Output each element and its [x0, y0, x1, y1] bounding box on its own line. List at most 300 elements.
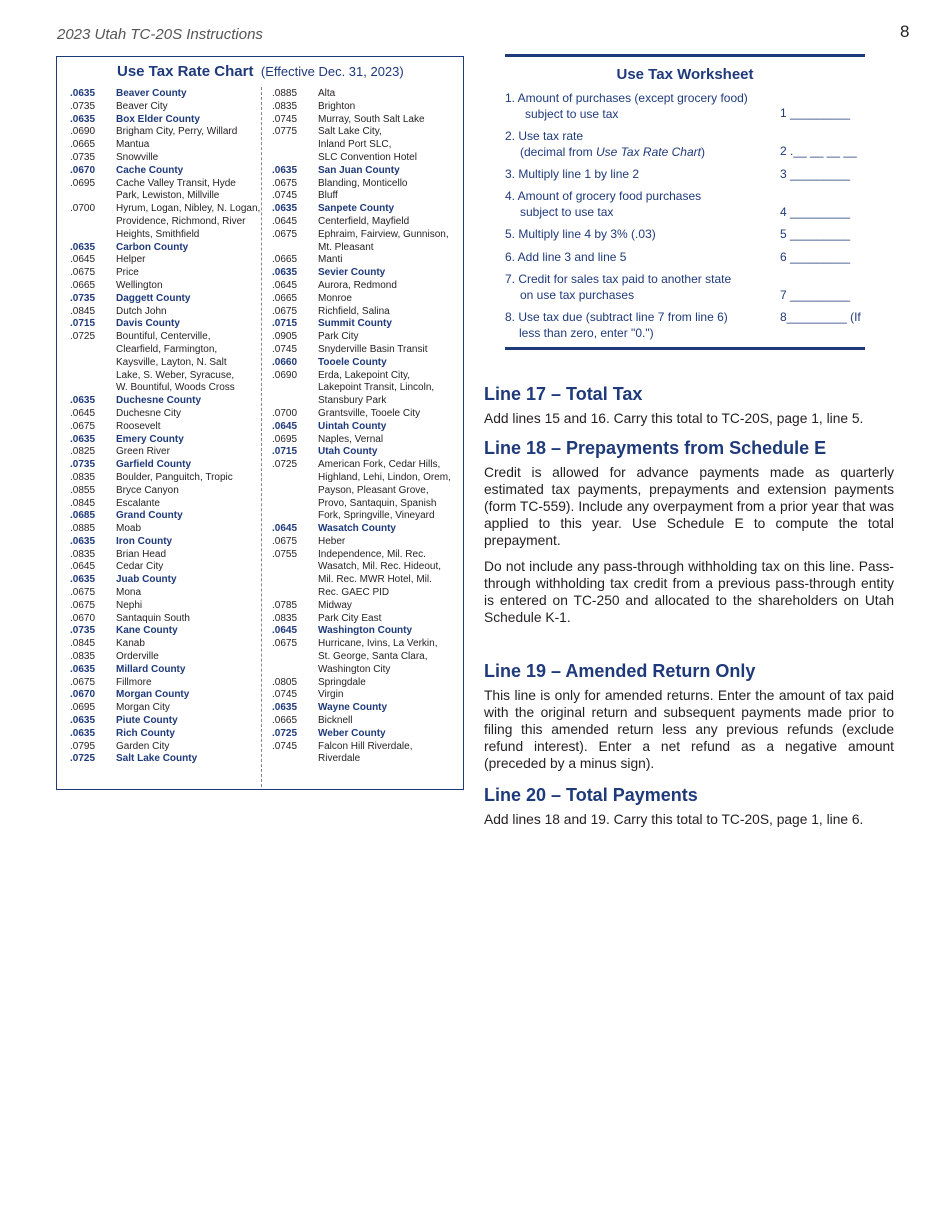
section-line-19-text: This line is only for amended returns. Enter the amount of tax paid with the original return and subsequent payments made prior to filing this amended return less any previous refunds (exclude refund interest). Enter a net refund as a negative amount (preceded by a minus sign).	[484, 688, 894, 771]
locality-name: Bluff	[318, 190, 338, 202]
worksheet-line-2-answer[interactable]: 2 .__ __ __ __	[780, 144, 857, 158]
worksheet-line-6-answer[interactable]: 6 _________	[780, 250, 851, 264]
tax-rate: .0635	[70, 727, 96, 739]
tax-rate	[272, 561, 318, 574]
city-rate-row	[272, 574, 462, 587]
tax-rate: .0670	[70, 164, 96, 176]
tax-rate: .0755	[272, 548, 298, 560]
tax-rate: .0635	[70, 574, 96, 586]
county-rate-row	[70, 728, 262, 741]
city-rate-row	[70, 549, 262, 562]
city-rate-row	[70, 561, 262, 574]
locality-name: Mantua	[116, 139, 150, 151]
locality-name: Providence, Richmond, River	[116, 215, 246, 227]
tax-rate: .0675	[272, 228, 298, 240]
tax-rate	[272, 651, 318, 664]
county-name: Juab County	[116, 574, 177, 586]
document-header-title: 2023 Utah TC-20S Instructions	[57, 26, 263, 43]
locality-name: Washington City	[318, 663, 391, 675]
tax-rate: .0745	[272, 689, 298, 701]
city-rate-row	[70, 357, 262, 370]
city-rate-row	[70, 421, 262, 434]
worksheet-line-8-text-cont: less than zero, enter "0.")	[519, 326, 654, 340]
county-name: Box Elder County	[116, 113, 200, 125]
city-rate-row	[272, 485, 462, 498]
locality-name: Grantsville, Tooele City	[318, 407, 421, 419]
locality-name: Hyrum, Logan, Nibley, N. Logan,	[116, 203, 261, 215]
locality-name: Salt Lake City,	[318, 126, 382, 138]
county-name: Sevier County	[318, 267, 386, 279]
county-name: Davis County	[116, 318, 180, 330]
locality-name: Clearfield, Farmington,	[116, 343, 218, 355]
city-rate-row	[70, 331, 262, 344]
county-rate-row	[272, 318, 462, 331]
city-rate-row	[272, 561, 462, 574]
locality-name: Snyderville Basin Transit	[318, 343, 428, 355]
locality-name: St. George, Santa Clara,	[318, 651, 428, 663]
worksheet-line-4-answer[interactable]: 4 _________	[780, 205, 851, 219]
county-rate-row	[272, 165, 462, 178]
tax-rate: .0675	[272, 177, 298, 189]
tax-rate: .0715	[272, 318, 298, 330]
tax-rate: .0835	[272, 100, 298, 112]
city-rate-row	[272, 613, 462, 626]
tax-rate: .0665	[272, 292, 298, 304]
section-line-18-heading: Line 18 – Prepayments from Schedule E	[484, 438, 827, 458]
locality-name: Bryce Canyon	[116, 484, 179, 496]
tax-rate	[70, 344, 116, 357]
county-rate-row	[70, 689, 262, 702]
locality-name: Wasatch, Mil. Rec. Hideout,	[318, 561, 442, 573]
tax-rate: .0805	[272, 676, 298, 688]
county-name: Grand County	[116, 510, 183, 522]
worksheet-line-6-text: 6. Add line 3 and line 5	[505, 250, 627, 264]
rate-chart-effective-date: (Effective Dec. 31, 2023)	[260, 64, 404, 79]
county-rate-row	[70, 434, 262, 447]
locality-name: Manti	[318, 254, 343, 266]
tax-rate: .0670	[70, 612, 96, 624]
city-rate-row	[70, 126, 262, 139]
county-name: Daggett County	[116, 292, 191, 304]
county-rate-row	[70, 625, 262, 638]
county-name: Rich County	[116, 727, 175, 739]
worksheet-line-4-text: 4. Amount of grocery food purchases	[505, 189, 702, 203]
tax-rate	[272, 664, 318, 677]
tax-rate: .0645	[70, 407, 96, 419]
county-name: Kane County	[116, 625, 178, 637]
city-rate-row	[272, 677, 462, 690]
worksheet-line-2-text-c: )	[700, 145, 705, 159]
city-rate-row	[272, 306, 462, 319]
locality-name: Escalante	[116, 497, 160, 509]
tax-rate: .0700	[272, 407, 298, 419]
county-name: Duchesne County	[116, 395, 202, 407]
tax-rate: .0795	[70, 740, 96, 752]
tax-rate: .0665	[272, 254, 298, 266]
tax-rate: .0835	[70, 548, 96, 560]
tax-rate	[70, 190, 116, 203]
county-name: Wayne County	[318, 702, 388, 714]
locality-name: Stansbury Park	[318, 395, 387, 407]
city-rate-row	[272, 600, 462, 613]
tax-rate: .0635	[70, 715, 96, 727]
worksheet-line-5-text: 5. Multiply line 4 by 3% (.03)	[505, 227, 656, 241]
locality-name: Mona	[116, 587, 142, 599]
city-rate-row	[70, 101, 262, 114]
county-rate-row	[272, 357, 462, 370]
locality-name: Erda, Lakepoint City,	[318, 369, 411, 381]
section-line-18-text-1: Credit is allowed for advance payments made as quarterly estimated tax payments, prepayments and extension payments (form TC-559). Include any overpayment from a prior year that was applied to this year. Use Schedule E to compute the total prepayment.	[484, 465, 894, 548]
county-name: Sanpete County	[318, 203, 395, 215]
county-rate-row	[272, 421, 462, 434]
tax-rate: .0845	[70, 638, 96, 650]
tax-rate: .0715	[70, 318, 96, 330]
city-rate-row	[70, 229, 262, 242]
worksheet-line-8-text: 8. Use tax due (subtract line 7 from line 6)	[505, 310, 728, 324]
city-rate-row	[272, 370, 462, 383]
tax-rate: .0675	[70, 676, 96, 688]
tax-rate: .0685	[70, 510, 96, 522]
tax-rate	[70, 382, 116, 395]
tax-rate: .0665	[70, 279, 96, 291]
locality-name: Brian Head	[116, 548, 167, 560]
city-rate-row	[272, 88, 462, 101]
county-name: Emery County	[116, 433, 184, 445]
city-rate-row	[272, 152, 462, 165]
tax-rate: .0635	[272, 267, 298, 279]
locality-name: Park City East	[318, 612, 382, 624]
city-rate-row	[70, 306, 262, 319]
section-line-18-text-2: Do not include any pass-through withholding tax on this line. Pass-through withholding tax credit from a previous pass-through entity is entered on TC-250 and allocated to the shareholders on Utah Schedule K-1.	[484, 559, 894, 625]
tax-rate: .0645	[272, 279, 298, 291]
city-rate-row	[272, 280, 462, 293]
county-rate-row	[70, 753, 262, 766]
locality-name: Virgin	[318, 689, 344, 701]
city-rate-row	[272, 459, 462, 472]
locality-name: Boulder, Panguitch, Tropic	[116, 471, 233, 483]
tax-rate: .0660	[272, 356, 298, 368]
tax-rate: .0745	[272, 343, 298, 355]
locality-name: Heights, Smithfield	[116, 228, 200, 240]
county-name: Salt Lake County	[116, 753, 198, 765]
city-rate-row	[70, 741, 262, 754]
county-name: Beaver County	[116, 88, 187, 99]
locality-name: Morgan City	[116, 702, 170, 714]
tax-rate: .0675	[70, 267, 96, 279]
section-line-17	[484, 383, 894, 427]
county-rate-row	[272, 523, 462, 536]
worksheet-line-3-text: 3. Multiply line 1 by line 2	[505, 167, 640, 181]
locality-name: Fork, Springville, Vineyard	[318, 510, 435, 522]
city-rate-row	[70, 254, 262, 267]
city-rate-row	[272, 498, 462, 511]
locality-name: Brigham City, Perry, Willard	[116, 126, 238, 138]
locality-name: Snowville	[116, 151, 159, 163]
tax-rate: .0725	[70, 331, 96, 343]
locality-name: Kaysville, Layton, N. Salt	[116, 356, 227, 368]
section-line-17-text: Add lines 15 and 16. Carry this total to TC-20S, page 1, line 5.	[484, 411, 864, 426]
county-name: Utah County	[318, 446, 378, 458]
tax-rate: .0695	[70, 702, 96, 714]
rate-chart-title	[117, 63, 404, 81]
city-rate-row	[272, 689, 462, 702]
city-rate-row	[70, 267, 262, 280]
worksheet-line-1-text: 1. Amount of purchases (except grocery food)	[505, 91, 748, 105]
tax-rate: .0675	[70, 587, 96, 599]
county-name: Weber County	[318, 727, 386, 739]
county-rate-row	[70, 293, 262, 306]
locality-name: Wellington	[116, 279, 163, 291]
locality-name: Moab	[116, 523, 142, 535]
city-rate-row	[272, 242, 462, 255]
locality-name: Richfield, Salina	[318, 305, 390, 317]
locality-name: Provo, Santaquin, Spanish	[318, 497, 437, 509]
locality-name: Dutch John	[116, 305, 167, 317]
locality-name: Monroe	[318, 292, 352, 304]
city-rate-row	[272, 510, 462, 523]
city-rate-row	[70, 600, 262, 613]
county-rate-row	[272, 446, 462, 459]
locality-name: Park City	[318, 331, 359, 343]
city-rate-row	[272, 216, 462, 229]
locality-name: Falcon Hill Riverdale,	[318, 740, 413, 752]
locality-name: Highland, Lehi, Lindon, Orem,	[318, 471, 451, 483]
tax-rate: .0735	[70, 625, 96, 637]
city-rate-row	[272, 651, 462, 664]
worksheet-line-2-text-a: (decimal from	[520, 145, 597, 159]
county-rate-row	[272, 625, 462, 638]
city-rate-row	[70, 408, 262, 421]
tax-rate: .0675	[272, 535, 298, 547]
locality-name: Brighton	[318, 100, 356, 112]
section-line-20-text: Add lines 18 and 19. Carry this total to TC-20S, page 1, line 6.	[484, 812, 864, 827]
worksheet-line-7-text: 7. Credit for sales tax paid to another state	[505, 272, 732, 286]
city-rate-row	[70, 472, 262, 485]
tax-rate	[272, 472, 318, 485]
city-rate-row	[272, 126, 462, 139]
tax-rate: .0675	[70, 420, 96, 432]
locality-name: Park, Lewiston, Millville	[116, 190, 220, 202]
page-number: 8	[900, 22, 910, 41]
locality-name: Centerfield, Mayfield	[318, 215, 410, 227]
county-rate-row	[70, 664, 262, 677]
tax-rate	[272, 587, 318, 600]
tax-rate: .0700	[70, 203, 96, 215]
county-name: Cache County	[116, 164, 184, 176]
tax-rate: .0645	[272, 420, 298, 432]
county-rate-row	[70, 536, 262, 549]
tax-rate: .0715	[272, 446, 298, 458]
use-tax-rate-chart	[56, 56, 464, 790]
tax-rate: .0635	[70, 241, 96, 253]
county-rate-row	[70, 242, 262, 255]
county-name: Summit County	[318, 318, 392, 330]
tax-rate: .0735	[70, 292, 96, 304]
locality-name: Cache Valley Transit, Hyde	[116, 177, 236, 189]
county-rate-row	[70, 88, 262, 101]
county-rate-row	[70, 165, 262, 178]
locality-name: Green River	[116, 446, 170, 458]
locality-name: Mt. Pleasant	[318, 241, 374, 253]
city-rate-row	[272, 293, 462, 306]
city-rate-row	[272, 715, 462, 728]
tax-rate	[272, 485, 318, 498]
county-rate-row	[272, 728, 462, 741]
tax-rate: .0645	[272, 215, 298, 227]
tax-rate	[272, 382, 318, 395]
county-name: Wasatch County	[318, 523, 396, 535]
locality-name: Orderville	[116, 651, 159, 663]
city-rate-row	[70, 370, 262, 383]
tax-rate	[272, 139, 318, 152]
city-rate-row	[272, 190, 462, 203]
locality-name: Ephraim, Fairview, Gunnison,	[318, 228, 449, 240]
tax-rate: .0735	[70, 459, 96, 471]
tax-rate: .0745	[272, 190, 298, 202]
county-name: Iron County	[116, 535, 173, 547]
tax-rate	[70, 229, 116, 242]
city-rate-row	[272, 229, 462, 242]
tax-rate: .0735	[70, 151, 96, 163]
locality-name: Roosevelt	[116, 420, 161, 432]
locality-name: Riverdale	[318, 753, 361, 765]
tax-rate	[272, 510, 318, 523]
rate-chart-left-column	[70, 88, 262, 766]
city-rate-row	[272, 344, 462, 357]
tax-rate: .0670	[70, 689, 96, 701]
tax-rate: .0645	[70, 254, 96, 266]
locality-name: SLC Convention Hotel	[318, 151, 417, 163]
city-rate-row	[272, 434, 462, 447]
county-rate-row	[70, 114, 262, 127]
locality-name: Payson, Pleasant Grove,	[318, 484, 429, 496]
use-tax-worksheet	[505, 54, 865, 350]
tax-rate: .0785	[272, 599, 298, 611]
rate-chart-right-column	[272, 88, 462, 766]
locality-name: Lakepoint Transit, Lincoln,	[318, 382, 435, 394]
tax-rate: .0725	[70, 753, 96, 765]
city-rate-row	[70, 216, 262, 229]
section-line-19	[484, 660, 894, 772]
worksheet-line-8-answer[interactable]: 8_________ (If	[780, 310, 861, 324]
city-rate-row	[272, 178, 462, 191]
tax-rate: .0635	[70, 433, 96, 445]
city-rate-row	[70, 498, 262, 511]
county-name: Millard County	[116, 663, 186, 675]
city-rate-row	[272, 753, 462, 766]
section-line-19-heading: Line 19 – Amended Return Only	[484, 661, 756, 681]
city-rate-row	[70, 203, 262, 216]
locality-name: Garden City	[116, 740, 170, 752]
county-name: Uintah County	[318, 420, 387, 432]
locality-name: Duchesne City	[116, 407, 182, 419]
tax-rate: .0725	[272, 459, 298, 471]
tax-rate: .0695	[272, 433, 298, 445]
worksheet-line-5-answer[interactable]: 5 _________	[780, 227, 851, 241]
tax-rate	[70, 216, 116, 229]
city-rate-row	[70, 587, 262, 600]
county-name: San Juan County	[318, 164, 400, 176]
city-rate-row	[70, 178, 262, 191]
worksheet-line-4-text-cont: subject to use tax	[520, 205, 614, 219]
tax-rate: .0635	[272, 164, 298, 176]
tax-rate: .0745	[272, 113, 298, 125]
tax-rate: .0745	[272, 740, 298, 752]
city-rate-row	[70, 638, 262, 651]
tax-rate	[272, 753, 318, 766]
county-rate-row	[272, 267, 462, 280]
tax-rate	[272, 498, 318, 511]
city-rate-row	[70, 382, 262, 395]
city-rate-row	[70, 190, 262, 203]
tax-rate: .0690	[272, 369, 298, 381]
tax-rate: .0835	[70, 471, 96, 483]
locality-name: Kanab	[116, 638, 145, 650]
locality-name: Heber	[318, 535, 346, 547]
worksheet-line-2-text: 2. Use tax rate	[505, 129, 584, 143]
locality-name: Blanding, Monticello	[318, 177, 408, 189]
city-rate-row	[70, 702, 262, 715]
county-name: Piute County	[116, 715, 178, 727]
county-rate-row	[70, 574, 262, 587]
county-rate-row	[70, 715, 262, 728]
tax-rate	[272, 395, 318, 408]
county-name: Washington County	[318, 625, 413, 637]
city-rate-row	[70, 485, 262, 498]
city-rate-row	[272, 638, 462, 651]
tax-rate: .0645	[70, 561, 96, 573]
worksheet-title: Use Tax Worksheet	[616, 66, 754, 83]
tax-rate: .0885	[272, 88, 298, 99]
worksheet-line-7-text-cont: on use tax purchases	[520, 288, 635, 302]
tax-rate	[272, 574, 318, 587]
city-rate-row	[70, 677, 262, 690]
locality-name: Independence, Mil. Rec.	[318, 548, 426, 560]
tax-rate: .0845	[70, 497, 96, 509]
city-rate-row	[272, 254, 462, 267]
city-rate-row	[272, 664, 462, 677]
locality-name: Inland Port SLC,	[318, 139, 392, 151]
locality-name: Fillmore	[116, 676, 152, 688]
section-line-20-heading: Line 20 – Total Payments	[484, 785, 698, 805]
tax-rate: .0775	[272, 126, 298, 138]
tax-rate: .0635	[272, 203, 298, 215]
city-rate-row	[272, 549, 462, 562]
section-line-17-heading: Line 17 – Total Tax	[484, 384, 643, 404]
locality-name: W. Bountiful, Woods Cross	[116, 382, 235, 394]
locality-name: Lake, S. Weber, Syracuse,	[116, 369, 235, 381]
worksheet-line-1-answer[interactable]: 1 _________	[780, 106, 851, 120]
worksheet-line-3-answer[interactable]: 3 _________	[780, 167, 851, 181]
locality-name: Springdale	[318, 676, 366, 688]
worksheet-line-7-answer[interactable]: 7 _________	[780, 288, 851, 302]
city-rate-row	[272, 741, 462, 754]
locality-name: Mil. Rec. MWR Hotel, Mil.	[318, 574, 432, 586]
tax-rate	[70, 370, 116, 383]
tax-rate: .0825	[70, 446, 96, 458]
city-rate-row	[272, 408, 462, 421]
tax-rate: .0675	[70, 599, 96, 611]
tax-rate: .0835	[272, 612, 298, 624]
city-rate-row	[70, 446, 262, 459]
section-line-20	[484, 784, 894, 828]
locality-name: Price	[116, 267, 139, 279]
locality-name: Helper	[116, 254, 146, 266]
tax-rate: .0690	[70, 126, 96, 138]
column-divider	[261, 87, 262, 787]
locality-name: Hurricane, Ivins, La Verkin,	[318, 638, 438, 650]
tax-rate: .0665	[70, 139, 96, 151]
